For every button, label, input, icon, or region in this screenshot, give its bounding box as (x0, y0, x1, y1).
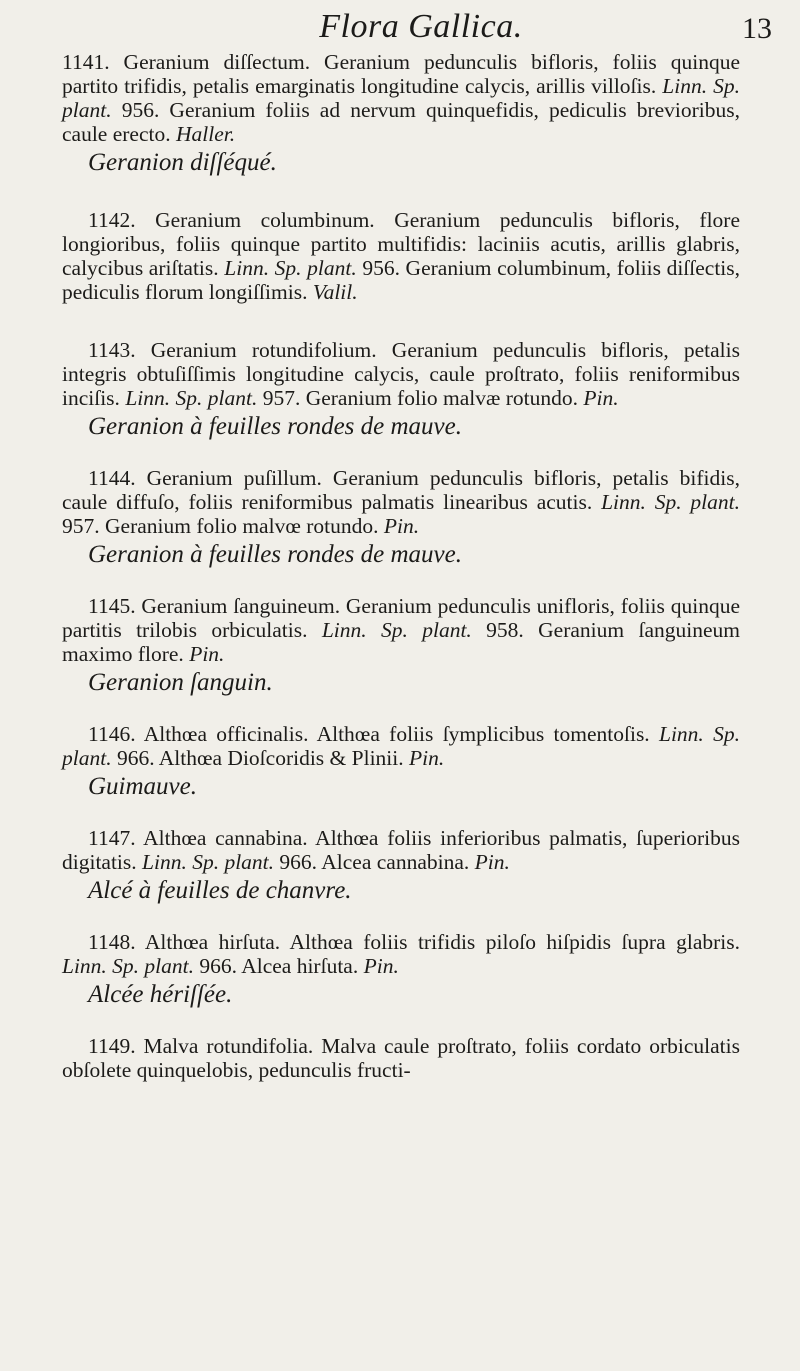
entry-1144 (62, 466, 740, 570)
entry-1145 (62, 594, 740, 698)
entry-text: 1144. Geranium puſillum. Geranium pedunculis bifloris, petalis bifidis, caule diffuſo, foliis reniformibus palmatis linearibus acutis. Linn. Sp. plant. 957. Geranium folio malvœ rotundo. Pin. (62, 466, 741, 538)
french-name: Geranion ſanguin. (88, 669, 273, 696)
entry-text: 1148. Althœa hirſuta. Althœa foliis trifidis piloſo hiſpidis ſupra glabris. Linn. Sp. plant. 966. Alcea hirſuta. Pin. (62, 930, 740, 978)
french-name: Geranion à feuilles rondes de mauve. (88, 541, 462, 568)
entry-text: 1147. Althœa cannabina. Althœa foliis inferioribus palmatis, ſuperioribus digitatis. Linn. Sp. plant. 966. Alcea cannabina. Pin. (62, 826, 740, 874)
french-name: Guimauve. (88, 773, 197, 800)
french-name: Alcé à feuilles de chanvre. (88, 877, 352, 904)
entry-1141 (62, 50, 740, 178)
entry-text: 1143. Geranium rotundifolium. Geranium pedunculis bifloris, petalis integris obtuſiſſimis longitudine calycis, caule proſtrato, foliis reniformibus inciſis. Linn. Sp. plant. 957. Geranium folio malvæ rotundo. Pin. (62, 338, 740, 410)
french-name: Alcée hériſſée. (88, 981, 233, 1008)
entry-text: 1142. Geranium columbinum. Geranium pedunculis bifloris, flore longioribus, foliis quinque partito multifidis: laciniis acutis, arillis glabris, calycibus ariſtatis. Linn. Sp. plant. 956. Geranium columbinum, foliis diſſectis, pediculis florum longiſſimis. Valil. (62, 208, 741, 304)
entry-1147 (62, 826, 740, 906)
page-header (62, 8, 780, 48)
entry-1146 (62, 722, 740, 802)
french-name: Geranion à feuilles rondes de mauve. (88, 413, 462, 440)
entries (62, 50, 740, 1082)
entry-text: 1141. Geranium diſſectum. Geranium pedunculis bifloris, foliis quinque partito trifidis, petalis emarginatis longitudine calycis, arillis villoſis. Linn. Sp. plant. 956. Geranium foliis ad nervum quinquefidis, pediculis brevioribus, caule erecto. Haller. (62, 50, 741, 146)
entry-1149 (62, 1034, 740, 1082)
french-name: Geranion diſſéqué. (88, 149, 277, 176)
entry-text: 1145. Geranium ſanguineum. Geranium pedunculis unifloris, foliis quinque partitis trilobis orbiculatis. Linn. Sp. plant. 958. Geranium ſanguineum maximo flore. Pin. (62, 594, 740, 666)
entry-1142 (62, 208, 740, 304)
entry-1143 (62, 338, 740, 442)
entry-text: 1146. Althœa officinalis. Althœa foliis ſymplicibus tomentoſis. Linn. Sp. plant. 966. Althœa Dioſcoridis & Plinii. Pin. (62, 722, 740, 770)
running-title: Flora Gallica. (319, 8, 523, 45)
entry-text: 1149. Malva rotundifolia. Malva caule proſtrato, foliis cordato orbiculatis obſolete quinquelobis, pedunculis fructi- (62, 1034, 740, 1082)
entry-1148 (62, 930, 740, 1010)
page-number: 13 (742, 12, 772, 45)
